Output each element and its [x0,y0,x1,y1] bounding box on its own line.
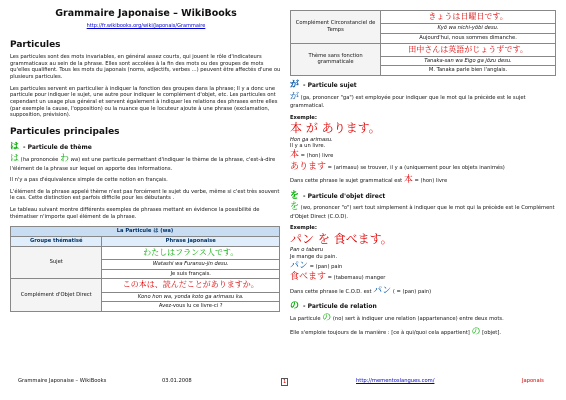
wa-paragraph-2: Il n'y a pas d'équivalence simple de cette notion en français. [10,177,168,184]
table-group-cell: Sujet [11,246,102,279]
wa-paragraph-4: Le tableau suivant montre différents exemples de phrases mettant en évidence la possibilité de thématiser n'importe quel élément de la phrase. [10,207,260,220]
table-fr-cell: Aujourd'hui, nous sommes dimanche. [381,33,556,43]
page-title: Grammaire Japonaise – WikiBooks [55,8,237,19]
wo-subheading [290,191,558,203]
gloss-line [290,150,558,162]
table-group-cell: Complément d'Objet Direct [11,279,102,312]
particle-table-continued [290,10,556,76]
note-text: Dans cette phrase le sujet grammatical est [290,178,403,185]
wo-kana: を [290,190,300,201]
wa-p1-prononcee: prononcée [30,157,59,163]
note-jp: パン [373,285,392,296]
example-label: Exemple: [290,225,317,232]
table-group-cell: Thème sans fonction grammaticale [291,43,381,76]
note-jp: 本 [403,175,413,186]
example-jp-sentence: パン を 食べます。 [290,232,393,246]
ga-kana-inline: が [290,91,300,102]
gloss-jp: 本 [290,150,300,161]
note-text: Dans cette phrase le C.O.D. est [290,288,372,295]
note-line [290,175,558,187]
ga-paragraph-text: (ga, prononcer "ga") est employée pour indiquer que le mot qui la précède est le sujet grammatical. [290,94,526,110]
wo-subheading-label: - Particule d'objet direct [303,192,386,200]
table-row [11,279,280,292]
paragraph-intro-1: Les particules sont des mots invariables, en général assez courts, qui jouent le rôle d'indicateurs grammaticaux au sein de la phrase. Elles sont accolées à la fin des mots ou des groupes de mots qu'elles qualifient. Tous les mots du japonais (noms, adjectifs, verbes ...) peuvent être affectés d'une ou plusieurs particules. [10,54,281,81]
no-p2-a: Elle s'emploie toujours de la manière : [ce à qui/quoi cela appartient] [290,330,470,337]
wa-kana-inline: は [10,154,20,164]
table-row [11,246,280,259]
gloss-line [290,261,558,273]
table-col-group: Groupe thématisé [11,237,102,247]
wa-p1-pre: ( [20,157,23,163]
no-kana: の [290,301,300,312]
section-heading-particules: Particules [10,39,61,50]
note-text: = (hon) livre [414,178,448,185]
table-jp-cell: きょうは日曜日です。 [381,11,556,24]
no-p2-b: [objet]. [482,330,501,337]
source-link[interactable]: http://fr.wikibooks.org/wiki/Japonais/Grammaire [86,23,206,30]
ga-paragraph [290,92,558,110]
paragraph-intro-2: Les particules servent en particulier à indiquer la fonction des groupes dans la phrase; Il y a donc une particule pour indiquer le sujet, une autre pour indiquer le complément d'objet, etc. Les particules ont cependant un usage plus général et servent également à indiquer les relations des phrases entre elles (par exemple la cause, l'opposition) ou la nuance que le locuteur ajoute à une phrase (exclamation, supposition, prévision). [10,85,278,119]
particle-table [10,226,280,311]
table-romaji-cell: Kyō wa nichi-yōbi desu. [381,24,556,34]
table-jp-cell: わたしはフランス人です。 [102,246,280,259]
table-jp-cell: この本は、読んだことがありますか。 [102,279,280,292]
table-caption [11,227,280,237]
no-p2-jp: の [471,327,481,338]
wa-kana-wa: わ [59,154,69,164]
ga-subheading [290,80,558,92]
right-column [290,0,558,342]
wa-paragraph-1 [10,154,282,172]
table-romaji-cell: Watashi wa Furansu-jin desu. [102,260,280,270]
left-column [10,0,282,312]
table-romaji-cell: Kono hon wa, yonda koto ga arimasu ka. [102,292,280,302]
wo-paragraph-text: (wo, prononcer "o") sert tout simplement à indiquer que le mot qui la précède est le Complément d'Objet Direct (C.O.D). [290,205,555,220]
gloss-jp: あります [290,161,327,172]
table-fr-cell: Je suis français. [102,269,280,279]
wa-p1-rest: ) est une particule permettant d'indiquer le thème de la phrase, c'est-à-dire l'élément de la phrase sur lequel on apporte des informations. [10,157,276,172]
gloss-text: = (tabemasu) manger [327,275,386,282]
example-translation: Il y a un livre. [290,143,326,150]
gloss-line [290,162,558,174]
wa-subheading [10,142,282,154]
footer-title: Grammaire Japonaise – WikiBooks [18,378,107,384]
example-romaji: Pan o taberu [290,247,324,254]
table-group-cell: Complément Circonstanciel de Temps [291,11,381,44]
wa-subheading-label: - Particule de thème [23,144,92,152]
table-col-phrase: Phrase japonaise [102,237,280,247]
table-jp-cell: 田中さんは英語がじょうずです。 [381,43,556,56]
example-translation: Je mange du pain. [290,254,338,261]
note-text: ( = (pan) pain) [392,288,432,295]
footer-language: Japonais [522,378,544,384]
wa-p1-ha: ha [22,157,30,163]
note-line [290,286,558,298]
example-label: Exemple: [290,114,317,121]
ga-subheading-label: - Particule sujet [303,82,357,90]
no-p1-a: La particule [290,315,321,322]
no-paragraph-1 [290,313,558,325]
gloss-text: = (pan) pain [309,263,343,270]
no-subheading-label: - Particule de relation [303,303,377,311]
no-p1-b: (no) sert à indiquer une relation (appartenance) entre deux mots. [332,315,504,322]
no-p1-jp: の [322,312,332,323]
table-caption-text: La Particule は (wa) [116,228,174,235]
wo-kana-inline: を [290,202,300,213]
no-subheading [290,301,558,313]
no-paragraph-2 [290,327,558,339]
table-row [291,43,556,56]
wo-paragraph [290,202,558,220]
table-fr-cell: Avez-vous lu ce livre-ci ? [102,302,280,312]
footer-date: 03.01.2008 [162,378,192,384]
table-fr-cell: M. Tanaka parle bien l'anglais. [381,66,556,76]
gloss-jp: パン [290,260,309,271]
section-heading-principales: Particules principales [10,126,120,137]
gloss-text: = (arimasu) se trouver, il y a (uniquement pour les objets inanimés) [327,164,505,171]
table-row [291,11,556,24]
table-romaji-cell: Tanaka-san wa Eigo ga jōzu desu. [381,56,556,66]
footer-page-number: 1 [283,379,287,385]
wa-kana: は [10,142,20,153]
wa-p1-wa: wa [70,157,79,163]
gloss-line [290,272,558,284]
wa-paragraph-3: L'élément de la phrase appelé thème n'est pas forcément le sujet du verbe, même si c'est très souvent le cas. Cette distinction est parfois difficile pour les débutants . [10,188,280,202]
example-jp-sentence: 本 が あります。 [290,121,381,136]
gloss-text: = (hon) livre [300,153,334,160]
example-romaji: Hon ga arimasu. [290,136,333,143]
footer-url[interactable]: http://mementoslangues.com/ [356,378,435,384]
ga-kana: が [290,80,300,91]
gloss-jp: 食べます [290,272,327,283]
